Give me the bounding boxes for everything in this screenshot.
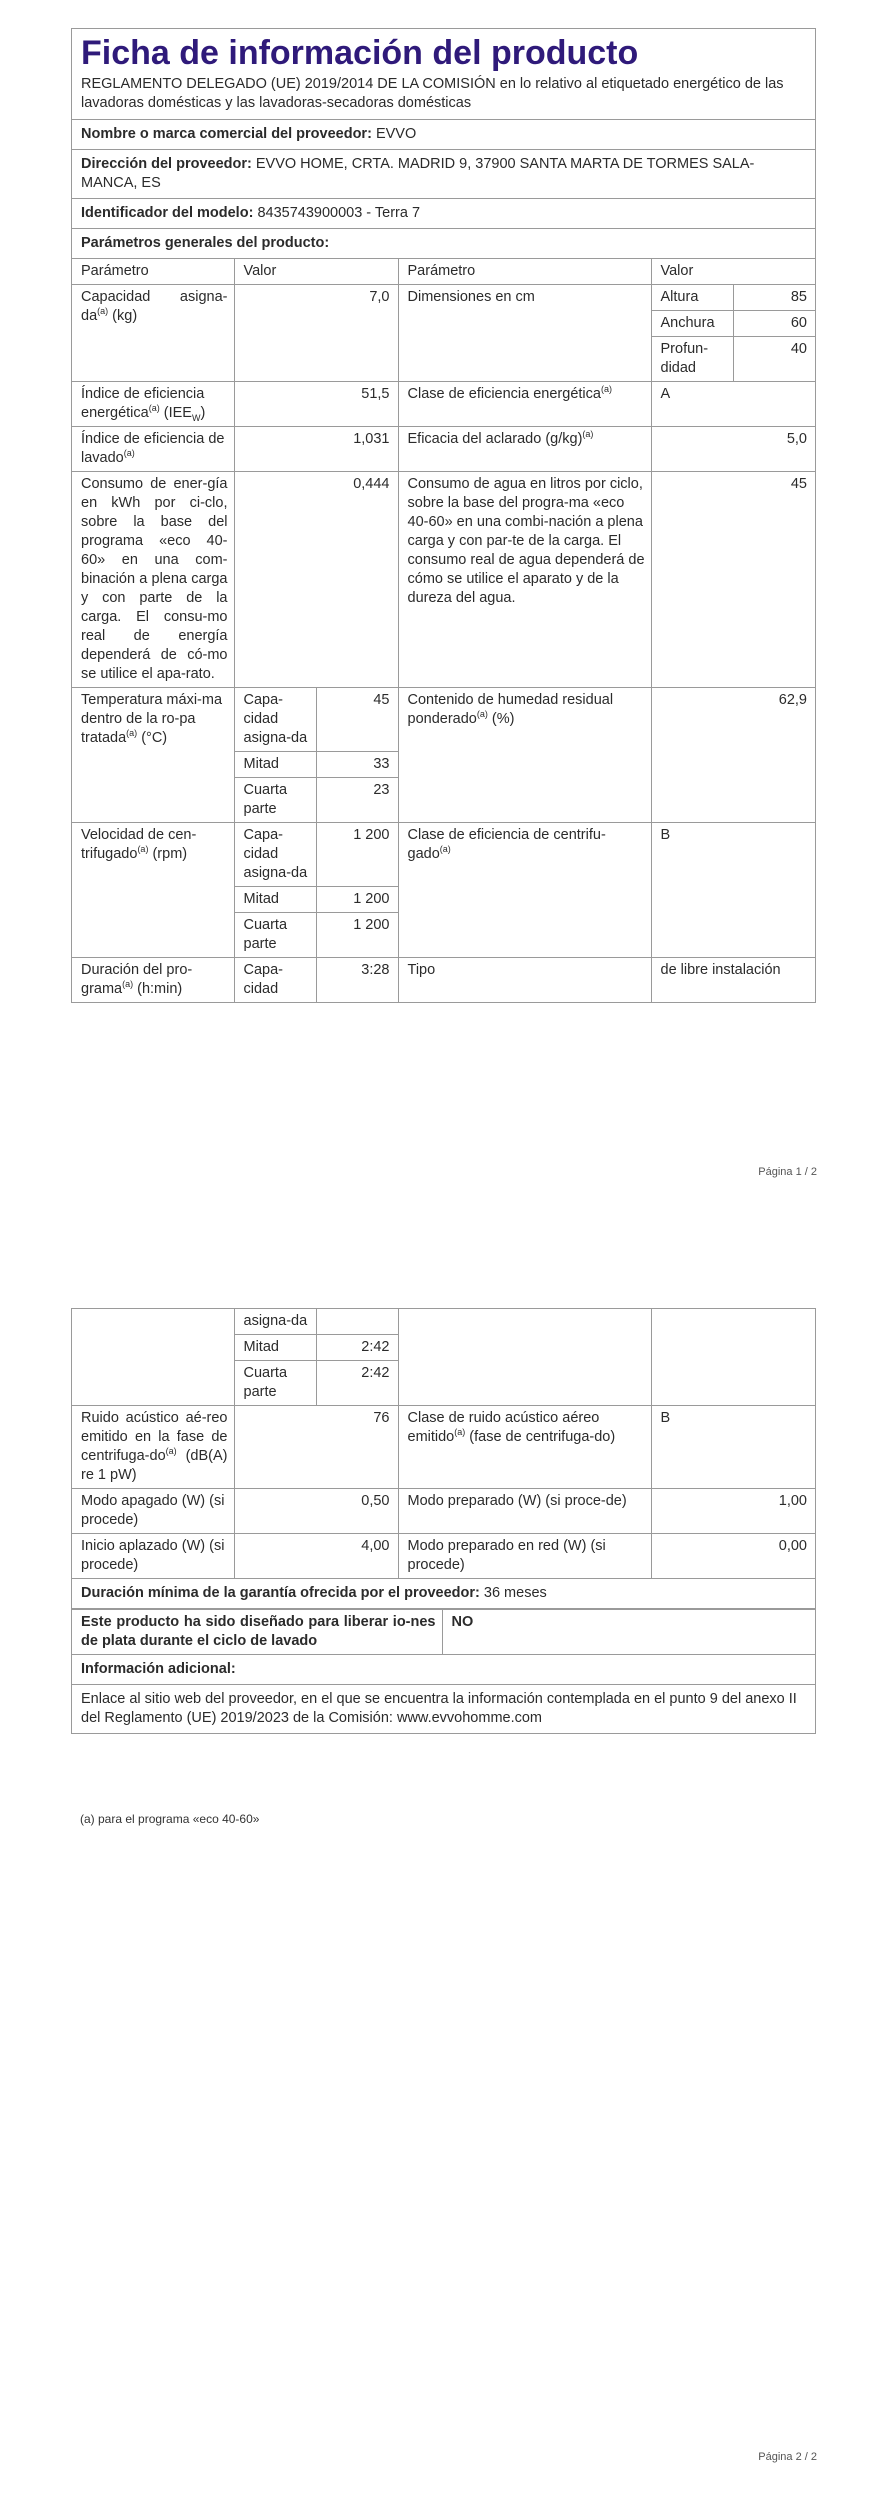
model-value: 8435743900003 - Terra 7 xyxy=(257,205,421,221)
depth-label: Profun-didad xyxy=(651,337,733,382)
supplier-name-value: EVVO xyxy=(375,126,417,142)
eei-value: 51,5 xyxy=(234,382,398,427)
table-row xyxy=(72,285,815,311)
supplier-address-label: Dirección del proveedor: xyxy=(81,156,252,172)
table-row xyxy=(72,958,815,1003)
delay-start-label: Inicio aplazado (W) (si procede) xyxy=(72,1534,234,1579)
off-mode-value: 0,50 xyxy=(234,1489,398,1534)
duration-half-value: 2:42 xyxy=(316,1335,398,1361)
noise-value: 76 xyxy=(234,1406,398,1489)
header-param-right: Parámetro xyxy=(398,259,651,285)
type-value: de libre instalación xyxy=(651,958,815,1003)
table-row xyxy=(72,472,815,688)
water-consumption-value: 45 xyxy=(651,472,815,688)
supplier-name-row xyxy=(72,119,815,149)
duration-full-value: 3:28 xyxy=(316,958,398,1003)
page-number: Página 1 / 2 xyxy=(758,1166,817,1178)
spin-class-value: B xyxy=(651,823,815,958)
load-half-label: Mitad xyxy=(234,887,316,913)
off-mode-label: Modo apagado (W) (si procede) xyxy=(72,1489,234,1534)
table-row xyxy=(72,688,815,752)
eei-label: Índice de eficiencia energética$^{(a)}$ $(IEE_W)$ xyxy=(72,382,234,427)
guarantee-row xyxy=(72,1578,815,1608)
guarantee-value: 36 meses xyxy=(483,1585,547,1601)
header-param-left: Parámetro xyxy=(72,259,234,285)
spin-half-value: 1 200 xyxy=(316,887,398,913)
table-row xyxy=(72,1534,815,1579)
type-value-continued xyxy=(651,1309,815,1406)
load-full-label: Capa-cidad xyxy=(234,958,316,1003)
duration-quarter-value: 2:42 xyxy=(316,1361,398,1406)
temp-full-value: 45 xyxy=(316,688,398,752)
table-row xyxy=(72,427,815,472)
moisture-label: Contenido de humedad residual ponderado$^{(a)}$ (%) xyxy=(398,688,651,823)
noise-class-label: Clase de ruido acústico aéreo emitido$^{(a)}$ (fase de centrifuga-do) xyxy=(398,1406,651,1489)
silver-ions-value: NO xyxy=(442,1610,815,1655)
model-label: Identificador del modelo: xyxy=(81,205,254,221)
width-value: 60 xyxy=(733,311,815,337)
temp-quarter-value: 23 xyxy=(316,778,398,823)
spin-quarter-value: 1 200 xyxy=(316,913,398,958)
standby-mode-value: 1,00 xyxy=(651,1489,815,1534)
load-full-label: Capa-cidad asigna-da xyxy=(234,823,316,887)
depth-value: 40 xyxy=(733,337,815,382)
height-label: Altura xyxy=(651,285,733,311)
load-full-label: Capa-cidad asigna-da xyxy=(234,688,316,752)
energy-consumption-label: Consumo de ener-gía en kWh por ci-clo, sobre la base del programa «eco 40-60» en una com-binación a plena carga y con parte de la carga. El consu-mo real de energía dependerá de có-mo se utilice el apa-rato. xyxy=(72,472,234,688)
table-row xyxy=(72,1610,815,1655)
page-number: Página 2 / 2 xyxy=(758,2451,817,2463)
dimensions-label: Dimensiones en cm xyxy=(398,285,651,382)
regulation-text: REGLAMENTO DELEGADO (UE) 2019/2014 DE LA COMISIÓN en lo relativo al etiquetado energético de las lavadoras domésticas y las lavadoras-secadoras domésticas xyxy=(81,76,784,111)
type-label: Tipo xyxy=(398,958,651,1003)
type-label-continued xyxy=(398,1309,651,1406)
header-block xyxy=(72,29,815,119)
model-row xyxy=(72,198,815,228)
load-full-label: asigna-da xyxy=(234,1309,316,1335)
supplier-name-label: Nombre o marca comercial del proveedor: xyxy=(81,126,372,142)
parameters-table xyxy=(72,258,815,1002)
load-quarter-label: Cuarta parte xyxy=(234,1361,316,1406)
supplier-website-link[interactable]: www.evvohomme.com xyxy=(396,1710,543,1726)
energy-class-value: A xyxy=(651,382,815,427)
table-header-row xyxy=(72,259,815,285)
load-quarter-label: Cuarta parte xyxy=(234,778,316,823)
guarantee-label: Duración mínima de la garantía ofrecida por el proveedor: xyxy=(81,1585,480,1601)
temp-half-value: 33 xyxy=(316,752,398,778)
page-2 xyxy=(0,1255,887,2510)
silver-ions-table xyxy=(72,1609,815,1654)
energy-class-label: Clase de eficiencia energética$^{(a)}$ xyxy=(398,382,651,427)
duration-label-continued xyxy=(72,1309,234,1406)
width-label: Anchura xyxy=(651,311,733,337)
supplier-address-value: EVVO HOME, CRTA. MADRID 9, 37900 SANTA MARTA DE TORMES SALA-MANCA, ES xyxy=(81,156,755,191)
network-standby-value: 0,00 xyxy=(651,1534,815,1579)
network-standby-label: Modo preparado en red (W) (si procede) xyxy=(398,1534,651,1579)
max-temp-label: Temperatura máxi-ma dentro de la ro-pa tratada$^{(a)}$ (°C) xyxy=(72,688,234,823)
product-info-sheet-continued xyxy=(71,1308,816,1734)
table-row xyxy=(72,1489,815,1534)
standby-mode-label: Modo preparado (W) (si proce-de) xyxy=(398,1489,651,1534)
header-value-right: Valor xyxy=(651,259,815,285)
washing-index-label: Índice de eficiencia de lavado$^{(a)}$ xyxy=(72,427,234,472)
table-row xyxy=(72,382,815,427)
table-row xyxy=(72,823,815,887)
moisture-value: 62,9 xyxy=(651,688,815,823)
capacity-value: 7,0 xyxy=(234,285,398,382)
noise-class-value: B xyxy=(651,1406,815,1489)
spin-full-value: 1 200 xyxy=(316,823,398,887)
delay-start-value: 4,00 xyxy=(234,1534,398,1579)
general-params-heading: Parámetros generales del producto: xyxy=(72,228,815,258)
footnote: (a) para el programa «eco 40-60» xyxy=(80,1812,260,1826)
additional-info-heading: Información adicional: xyxy=(72,1654,815,1684)
noise-label: Ruido acústico aé-reo emitido en la fase de centrifuga-$do^{(a)}$ (dB(A) re 1 pW) xyxy=(72,1406,234,1489)
table-row xyxy=(72,1406,815,1489)
load-quarter-label: Cuarta parte xyxy=(234,913,316,958)
additional-info-row xyxy=(72,1684,815,1733)
rinsing-label: Eficacia del aclarado $(g/kg)^{(a)}$ xyxy=(398,427,651,472)
load-half-label: Mitad xyxy=(234,1335,316,1361)
energy-consumption-value: 0,444 xyxy=(234,472,398,688)
spin-class-label: Clase de eficiencia de centrifu-gado$^{(a)}$ xyxy=(398,823,651,958)
silver-ions-row xyxy=(72,1608,815,1654)
duration-full-continued xyxy=(316,1309,398,1335)
parameters-table-continued xyxy=(72,1309,815,1578)
product-info-sheet xyxy=(71,28,816,1003)
duration-label: Duración del pro-grama$^{(a)}$ (h:min) xyxy=(72,958,234,1003)
height-value: 85 xyxy=(733,285,815,311)
washing-index-value: 1,031 xyxy=(234,427,398,472)
supplier-address-row xyxy=(72,149,815,198)
spin-speed-label: Velocidad de cen-trifugado$^{(a)}$ (rpm) xyxy=(72,823,234,958)
additional-info-text: Enlace al sitio web del proveedor, en el que se encuentra la información contemplada en el punto 9 del anexo II del Reglamento (UE) 2019/2023 de la Comisión: xyxy=(81,1691,797,1726)
table-row xyxy=(72,1309,815,1335)
page-title: Ficha de información del producto xyxy=(81,34,639,72)
rinsing-value: 5,0 xyxy=(651,427,815,472)
capacity-label: Capacidad asigna-$da^{(a)}$ (kg) xyxy=(72,285,234,382)
load-half-label: Mitad xyxy=(234,752,316,778)
water-consumption-label: Consumo de agua en litros por ciclo, sobre la base del progra-ma «eco 40-60» en una combi-nación a plena carga y con par-te de la carga. El consumo real de agua dependerá de cómo se utilice el aparato y de la dureza del agua. xyxy=(398,472,651,688)
header-value-left: Valor xyxy=(234,259,398,285)
silver-ions-label: Este producto ha sido diseñado para liberar io-nes de plata durante el ciclo de lavado xyxy=(72,1610,442,1655)
